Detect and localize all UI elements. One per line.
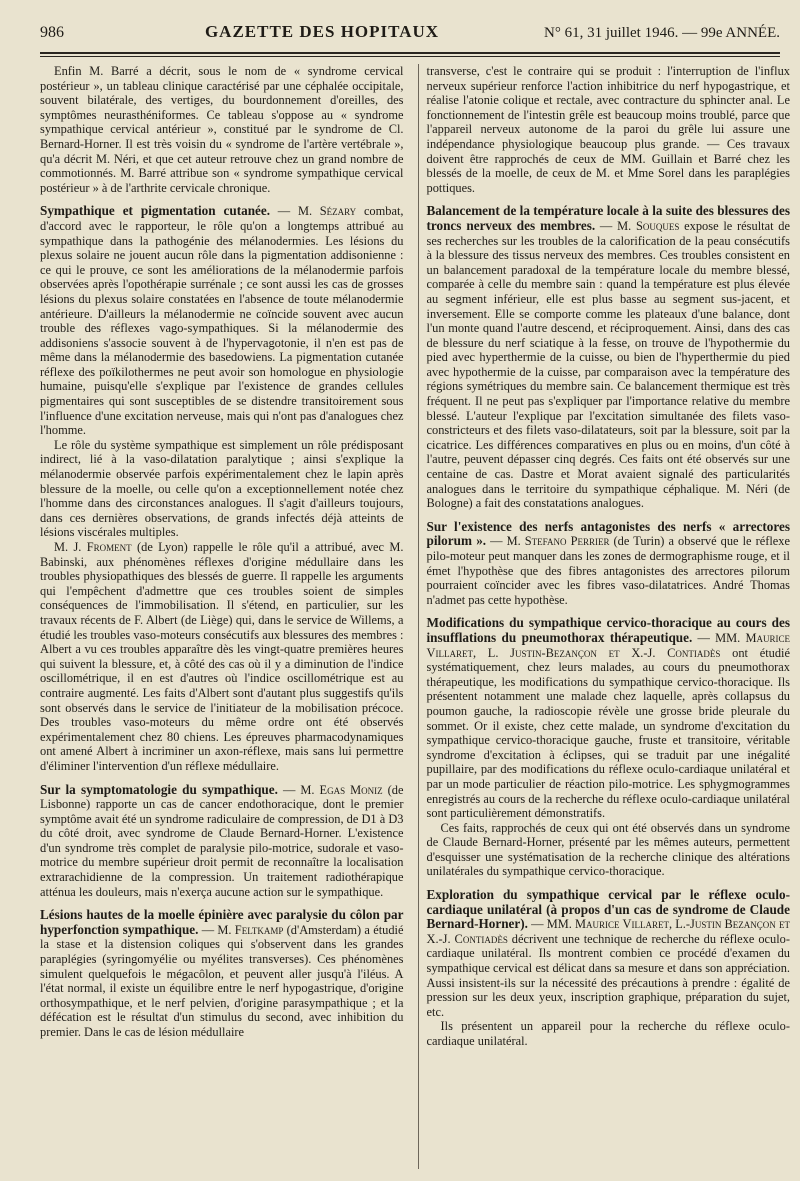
section-pneumothorax bbox=[427, 616, 791, 879]
section-lesions-moelle bbox=[40, 908, 404, 1039]
section-text: décrivent une technique de recherche du réflexe oculo-cardiaque unilatéral. Ils montrent combien ce procédé d'examen du sympathique cervical est délicat dans sa mesure et dans son appréciation. Aussi insistent-ils sur la nécessité des précautions à prendre : égalité de pression sur les deux yeux, inscription graphique, préparation du sujet, etc. bbox=[426, 931, 790, 1019]
article-columns bbox=[40, 64, 790, 1169]
section-heading: Sur la symptomatologie du sympathique. bbox=[40, 781, 278, 797]
section-author: M. Sézary bbox=[297, 204, 357, 219]
section-reflexe-oculo-cardiaque bbox=[427, 888, 791, 1049]
section-paragraph-2: Ils présentent un appareil pour la recherche du réflexe oculo-cardiaque unilatéral. bbox=[426, 1019, 790, 1048]
section-paragraph: Exploration du sympathique cervical par le réflexe oculo-cardiaque unilatéral (à propos d'un cas de syndrome de Claude Bernard-Horner). — MM. Maurice Villaret, L.-Justin Bezançon et X.-J. Contiadès décrivent une technique de recherche du réflexe oculo-cardiaque unilatéral. Ils montrent combien ce procédé d'examen du sympathique cervical est délicat dans sa mesure et dans son appréciation. Aussi insistent-ils sur la nécessité des précautions à prendre : égalité de pression sur les deux yeux, inscription graphique, préparation du sujet, etc. bbox=[426, 887, 790, 1019]
section-text: ont étudié systématiquement, chez leurs malades, au cours du pneumothorax thérapeutique, les modifications du sympathique cervico-thoracique. Ils présentent notamment une malade chez laquelle, après collapsus du poumon gauche, la radioscopie révèle une grosse bride pleurale du sommet. Or il existe, chez cette malade, un syndrome d'excitation du sympathique cervico-thoracique gauche, fruste et transitoire, véritable syndrome d'excitation à éclipses, qui se traduit par une inégalité pupillaire, par des modifications du réflexe oculo-cardiaque unilatéral et par un mode particulier de réaction pilo-motrice. Les sphygmogrammes enregistrés au cours de la recherche du réflexe oculo-cardiaque unilatéral sont particulièrement démonstratifs. bbox=[426, 645, 790, 821]
section-heading: Exploration du sympathique cervical par le réflexe oculo-cardiaque unilatéral (à propos d'un cas de syndrome de Claude Bernard-Horner). bbox=[426, 887, 790, 932]
section-paragraph: Sympathique et pigmentation cutanée. — M. Sézary combat, d'accord avec le rapporteur, le rôle qu'on a longtemps attribué au sympathique dans la pathogénie des mélanodermies. Les lésions du plexus solaire ne jouent aucun rôle dans la pigmentation addisonienne : ce qui le prouve, ce sont les améliorations de la mélanodermie parfois observées après l'opothérapie surrénale ; ce sont aussi les cas de grosses lésions du plexus solaire constatées en l'absence de toute mélanodermie antérieure. D'ailleurs la mélanodermie ne coïncide souvent avec aucun trouble des réflexes vago-sympathiques. Si la mélanodermie des addisoniens s'associe souvent à de l'hypervagotonie, il n'en est pas de même dans la mélanodermie des basedowiens. La pigmentation cutanée réflexe des poïkilothermes ne peut avoir son homologue en physiologie humaine, puisqu'elle s'explique par l'existence de grandes cellules pigmentaires qui sont susceptibles de se distendre transitoirement sous l'influence d'une excitation nerveuse, mais qui n'ont pas d'analogues chez l'homme. bbox=[40, 203, 404, 438]
section-paragraph: Balancement de la température locale à la suite des blessures des troncs nerveux des membres. — M. Souques expose le résultat de ses recherches sur les troubles de la calorification de la peau consécutifs à la blessure des tissus nerveux des membres. Ces troubles consistent en un balancement paradoxal de la température locale du membre blessé, comparée à celle du membre sain : quand la température est plus élevée au segment inférieur, elle est plus basse au segment sus-jacent, et inversement. Elle se comporte comme les plateaux d'une balance, dont l'un monte quand l'autre descend, et réciproquement. Ainsi, dans des cas de blessure du nerf sciatique à la fesse, on trouve de l'hypothermie du pied avec hyperthermie de la cuisse, ou bien de l'hyperthermie du pied avec hypothermie de la cuisse, par comparaison avec la température des régions symétriques du membre sain. Ce balancement thermique est très fréquent. Il ne peut pas s'expliquer par l'importance relative du membre blessé. L'auteur l'explique par l'excitation simultanée des filets vaso-constricteurs et des filets vaso-dilatateurs, soit par la blessure, soit par la cicatrice. Les différences comparatives en plus ou en moins, d'un côté à l'autre, peuvent dépasser cinq degrés. Ces faits ont été observés sur une centaine de cas. Dastre et Morat avaient signalé des particularités analogues dans le territoire du sympathique céphalique. M. Néri (de Bologne) a fait des constatations analogues. bbox=[426, 203, 790, 511]
section-text: (d'Amsterdam) a étudié la stase et la distension coliques qui s'observent dans les grandes paraplégies (syringomyélie ou myélites transverses). Ces phénomènes simulent quelquefois le mégacôlon, et peuvent aller jusqu'à l'iléus. A l'état normal, il existe un équilibre entre le nerf hypogastrique, d'origine orthosympathique, et le nerf pelvien, d'origine parasympathique ; et la défécation est le résultat d'un stimulus du second, avec inhibition du premier. Dans le cas de lésion médullaire bbox=[40, 922, 404, 1039]
section-paragraph-2: Le rôle du système sympathique est simplement un rôle prédisposant indirect, lié à la vaso-dilatation paralytique ; ainsi s'explique la mélanodermie observée parfois expérimentalement chez le lapin après blessure de la moelle, ou celle qu'on a exceptionnellement notée chez l'homme dans des circonstances analogues. Il s'agit d'ailleurs toujours, dans ces dernières observations, de grands infectés déjà atteints de lésions viscérales multiples. bbox=[40, 437, 404, 540]
section-text: (de Lisbonne) rapporte un cas de cancer endothoracique, dont le premier symptôme avait été un syndrome radiculaire de compression, de D1 à D3 du côté droit, avec syndrome de Claude Bernard-Horner. L'existence d'un syndrome très complet de paralysie pilo-motrice, sudorale et vaso-motrice du membre supérieur droit permit de reconnaître la localisation extrarachidienne de la compression. Un traitement radiothérapique atténua les douleurs, mais n'exerça aucune action sur le sympathique. bbox=[40, 782, 404, 899]
journal-title: GAZETTE DES HOPITAUX bbox=[204, 22, 440, 41]
continuation-paragraph: transverse, c'est le contraire qui se produit : l'interruption de l'influx nerveux supérieur renforce l'action inhibitrice du nerf hypogastrique, et réalise l'atonie colique et rectale, avec contracture du sphincter anal. Le fonctionnement de l'intestin grêle est beaucoup moins troublé, parce que l'appareil nerveux autonome de la paroi du grêle lui assure une indépendance physiologique beaucoup plus grande. — Ces travaux doivent être rapprochés de ceux de MM. Guillain et Barré chez les blessés de la moelle, de ceux de M. et Mme Sorel dans les paraplégies pottiques. bbox=[426, 64, 790, 195]
section-paragraph: Sur l'existence des nerfs antagonistes des nerfs « arrectores pilorum ». — M. Stefano Perrier (de Turin) a observé que le réflexe pilo-moteur peut manquer dans les zones de dermographisme rouge, et il émet l'hypothèse que des fibres antagonistes des arrectores pilorum pourraient coïncider avec les fibres vaso-dilatatrices. André Thomas n'admet pas cette hypothèse. bbox=[426, 518, 790, 607]
section-text: (de Lyon) rappelle le rôle qu'il a attribué, avec M. Babinski, aux phénomènes réflexes d'origine médullaire dans les troubles physiopathiques des blessés de guerre. Il rappelle les arguments qui l'empêchent d'admettre que ces troubles soient de simples conséquences de l'immobilisation. Il s'étend, en particulier, sur les travaux récents de F. Albert (de Liège) qui, dans le service de Willems, a étudié les troubles vaso-moteurs consécutifs aux blessures des membres : Albert a vu ces troubles apparaître dès les vingt-quatre premières heures qui suivent la blessure, et, à côté des cas où il y a diminution de l'indice oscillométrique, il en est d'autres où l'indice oscillométrique est au contraire augmenté. Les faits d'Albert sont d'autant plus suggestifs qu'ils sont observés dans le service de l'initiateur de la mobilisation précoce. Des troubles vaso-moteurs du même ordre ont été observés expérimentalement chez 80 chiens. Les épreuves pharmacodynamiques ont amené Albert à incriminer un axon-réflexe, mais sans lui permettre d'éliminer l'intervention d'un réflexe médullaire. bbox=[40, 540, 404, 773]
section-author: M. J. Froment bbox=[54, 540, 132, 554]
page-number: 986 bbox=[40, 24, 64, 41]
section-symptomatologie bbox=[40, 783, 404, 900]
section-text: combat, d'accord avec le rapporteur, le rôle qu'on a longtemps attribué au sympathique dans la pathogénie des mélanodermies. Les lésions du plexus solaire ne jouent aucun rôle dans la pigmentation addisonienne : ce qui le prouve, ce sont les améliorations de la mélanodermie parfois observées après l'opothérapie surrénale ; ce sont aussi les cas de grosses lésions du plexus solaire constatées en l'absence de toute mélanodermie antérieure. D'ailleurs la mélanodermie ne coïncide souvent avec aucun trouble des réflexes vago-sympathiques. Si la mélanodermie des addisoniens s'associe souvent à de l'hypervagotonie, il n'en est pas de même dans la mélanodermie des basedowiens. La pigmentation cutanée réflexe des poïkilothermes ne peut avoir son homologue en physiologie humaine, puisqu'elle s'explique par l'existence de grandes cellules pigmentaires qui sont susceptibles de se distendre transitoirement sous l'influence d'une excitation nerveuse, mais qui n'ont pas d'analogues chez l'homme. bbox=[40, 204, 404, 438]
section-paragraph: Modifications du sympathique cervico-thoracique au cours des insufflations du pneumothorax thérapeutique. — MM. Maurice Villaret, L. Justin-Bezançon et X.-J. Contiadès ont étudié systématiquement, chez leurs malades, au cours du pneumothorax thérapeutique, les modifications du sympathique cervico-thoracique. Ils présentent notamment une malade chez laquelle, après collapsus du poumon gauche, la radioscopie révèle une grosse bride pleurale du sommet. Or il existe, chez cette malade, un syndrome d'excitation du sympathique cervico-thoracique gauche, fruste et transitoire, véritable syndrome d'excitation à éclipses, qui se traduit par une inégalité pupillaire, par des modifications du réflexe oculo-cardiaque unilatéral et par un mode particulier de réaction pilo-motrice. Les sphygmogrammes enregistrés au cours de la recherche du réflexe oculo-cardiaque unilatéral sont particulièrement démonstratifs. bbox=[426, 615, 790, 821]
section-author: M. Egas Moniz bbox=[300, 782, 383, 797]
section-paragraph-3 bbox=[40, 540, 404, 774]
section-paragraph: Lésions hautes de la moelle épinière avec paralysie du côlon par hyperfonction sympathique. — M. Feltkamp (d'Amsterdam) a étudié la stase et la distension coliques qui s'observent dans les grandes paraplégies (syringomyélie ou myélites transverses). Ces phénomènes simulent quelquefois le mégacôlon, et peuvent aller jusqu'à l'iléus. A l'état normal, il existe un équilibre entre le nerf hypogastrique, d'origine orthosympathique, et le nerf pelvien, d'origine parasympathique ; et la défécation est le résultat d'un stimulus du second, avec inhibition du premier. Dans le cas de lésion médullaire bbox=[40, 907, 404, 1039]
section-text: expose le résultat de ses recherches sur les troubles de la calorification de la peau consécutifs à la blessure des tissus nerveux des membres. Ces troubles consistent en un balancement paradoxal de la température locale du membre blessé, comparée à celle du membre sain : quand la température est plus élevée au segment inférieur, elle est plus basse au segment sus-jacent, et inversement. Elle se comporte comme les plateaux d'une balance, dont l'un monte quand l'autre descend, et réciproquement. Ainsi, dans des cas de blessure du nerf sciatique à la fesse, on trouve de l'hypothermie du pied avec hyperthermie de la cuisse, ou bien de l'hyperthermie du pied avec hypothermie de la cuisse, par comparaison avec la température des régions symétriques du membre sain. Ce balancement thermique est très fréquent. Il ne peut pas s'expliquer par l'importance relative du membre blessé. L'auteur l'explique par l'excitation simultanée des filets vaso-constricteurs et des filets vaso-dilatateurs, soit par la blessure, soit par la cicatrice. Les différences comparatives en plus ou en moins, d'un côté à l'autre, peuvent dépasser cinq degrés. Ces faits ont été observés sur une centaine de cas. Dastre et Morat avaient signalé des particularités analogues dans le territoire du sympathique céphalique. M. Néri (de Bologne) a fait des constatations analogues. bbox=[426, 218, 790, 511]
section-heading: Sympathique et pigmentation cutanée. bbox=[40, 203, 271, 219]
section-nerfs-antagonistes bbox=[427, 520, 791, 608]
section-pigmentation bbox=[40, 204, 404, 773]
section-author: M. Stefano Perrier bbox=[506, 534, 610, 549]
intro-paragraph: Enfin M. Barré a décrit, sous le nom de « syndrome cervical postérieur », un tableau clinique caractérisé par une céphalée occipitale, souvent bilatérale, des vertiges, du bourdonnement d'oreilles, des symptômes neurasthéniformes. Ce tableau s'oppose au « syndrome sympathique cervical antérieur », constitué par le syndrome de Cl. Bernard-Horner. Il est très voisin du « syndrome de l'artère vertébrale », qu'a décrit M. Néri, et que cet auteur retrouve chez un grand nombre de commotionnés. M. Barré attribue son « syndrome sympathique cervical postérieur » à de l'arthrite cervicale chronique. bbox=[40, 64, 404, 195]
section-heading: Balancement de la température locale à la suite des blessures des troncs nerveux des membres. bbox=[426, 203, 790, 233]
section-balancement bbox=[427, 204, 791, 510]
section-paragraph-2: Ces faits, rapprochés de ceux qui ont été observés dans un syndrome de Claude Bernard-Horner, présenté par les mêmes auteurs, permettent d'esquisser une systématisation de la recherche clinique des altérations unilatérales du sympathique cervico-thoracique. bbox=[426, 820, 790, 879]
section-heading: Lésions hautes de la moelle épinière avec paralysie du côlon par hyperfonction sympathique. bbox=[40, 907, 404, 937]
page-header bbox=[40, 22, 780, 52]
section-author: M. Feltkamp bbox=[217, 922, 284, 937]
section-author: M. Souques bbox=[617, 218, 680, 233]
section-paragraph: Sur la symptomatologie du sympathique. — M. Egas Moniz (de Lisbonne) rapporte un cas de cancer endothoracique, dont le premier symptôme avait été un syndrome radiculaire de compression, de D1 à D3 du côté droit, avec syndrome de Claude Bernard-Horner. L'existence d'un syndrome très complet de paralysie pilo-motrice, sudorale et vaso-motrice du membre supérieur droit permit de reconnaître la localisation extrarachidienne de la compression. Un traitement radiothérapique atténua les douleurs, mais n'exerça aucune action sur le sympathique. bbox=[40, 781, 404, 899]
section-heading: Modifications du sympathique cervico-thoracique au cours des insufflations du pneumothorax thérapeutique. bbox=[426, 615, 790, 645]
section-text: (de Turin) a observé que le réflexe pilo-moteur peut manquer dans les zones de dermographisme rouge, et il émet l'hypothèse que des fibres antagonistes des arrectores pilorum pourraient coïncider avec les fibres vaso-dilatatrices. André Thomas n'admet pas cette hypothèse. bbox=[426, 534, 790, 607]
right-column bbox=[418, 64, 791, 1169]
section-heading: Sur l'existence des nerfs antagonistes des nerfs « arrectores pilorum ». bbox=[426, 518, 790, 549]
section-authors: MM. Maurice Villaret, L.-Justin Bezançon et X.-J. Contiadès bbox=[426, 917, 790, 946]
header-rule bbox=[40, 52, 780, 57]
left-column bbox=[40, 64, 404, 1169]
section-authors: MM. Maurice Villaret, L. Justin-Bezançon et X.-J. Contiadès bbox=[426, 630, 790, 660]
issue-info: N° 61, 31 juillet 1946. — 99e ANNÉE. bbox=[544, 25, 780, 41]
